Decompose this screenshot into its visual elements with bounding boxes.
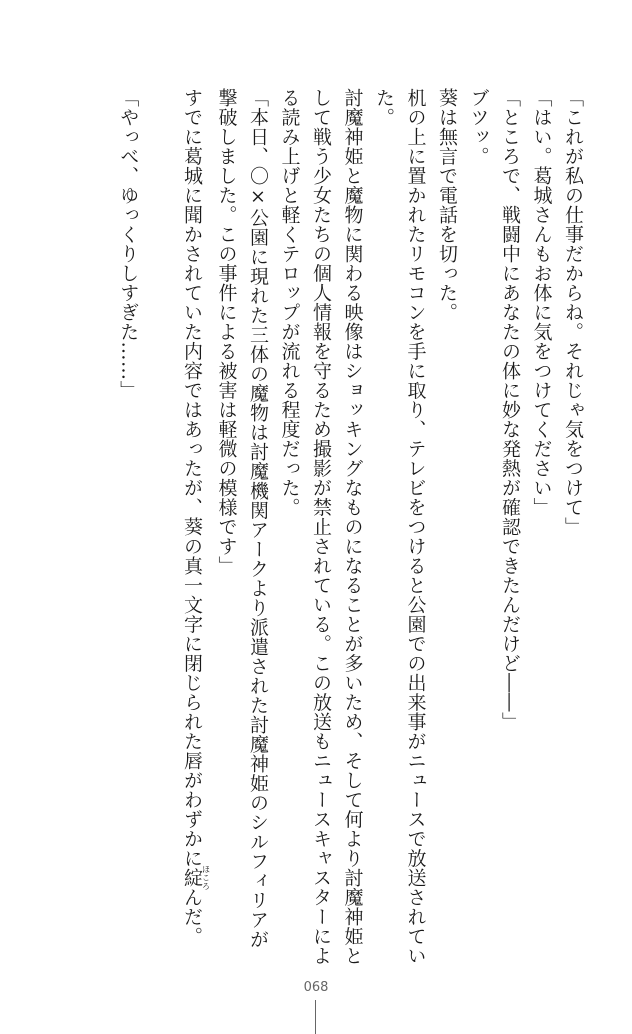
dialogue-paragraph: 「ところで、戦闘中にあなたの体に妙な発熱が確認できたんだけど――」 <box>499 88 521 732</box>
narration-paragraph: 討魔神姫と魔物に関わる映像はショッキングなものになることが多いため、そして何より討魔神姫として戦う少女たちの個人情報を守るため撮影が禁止されている。この放送もニュースキャスターによる読み上げと軽くテロップが流れる程度だった。 <box>278 88 364 966</box>
ruby-annotation <box>181 865 211 891</box>
narration-paragraph: ブツッ。 <box>467 88 490 166</box>
ruby-base: 綻 <box>181 865 203 891</box>
page-number: 068 <box>303 980 329 995</box>
dialogue-paragraph: 「はい。葛城さんもお体に気をつけてください」 <box>530 88 553 517</box>
body-text <box>112 88 588 968</box>
narration-paragraph: 葵は無言で電話を切った。 <box>436 88 458 322</box>
narration-text: すでに葛城に聞かされていた内容ではあったが、葵の真一文字に閉じられた唇がわずかに <box>181 88 203 868</box>
ruby-reading: ほころ <box>201 865 211 891</box>
page-number-rule <box>315 1000 316 1034</box>
dialogue-paragraph: 「これが私の仕事だからね。それじゃ気をつけて」 <box>562 88 584 537</box>
narration-paragraph <box>176 88 211 968</box>
dialogue-paragraph: 「本日、〇×公園に現れた三体の魔物は討魔機関アークより派遣された討魔神姫のシルフィリアが撃破しました。この事件による被害は軽微の模様です」 <box>215 88 269 949</box>
narration-paragraph: 机の上に置かれたリモコンを手に取り、テレビをつけると公園での出来事がニュースで放送されていた。 <box>373 88 427 966</box>
dialogue-paragraph: 「やっべ、ゆっくりしすぎた……」 <box>117 88 140 400</box>
blank-line <box>143 88 175 968</box>
narration-text: んだ。 <box>181 887 203 946</box>
